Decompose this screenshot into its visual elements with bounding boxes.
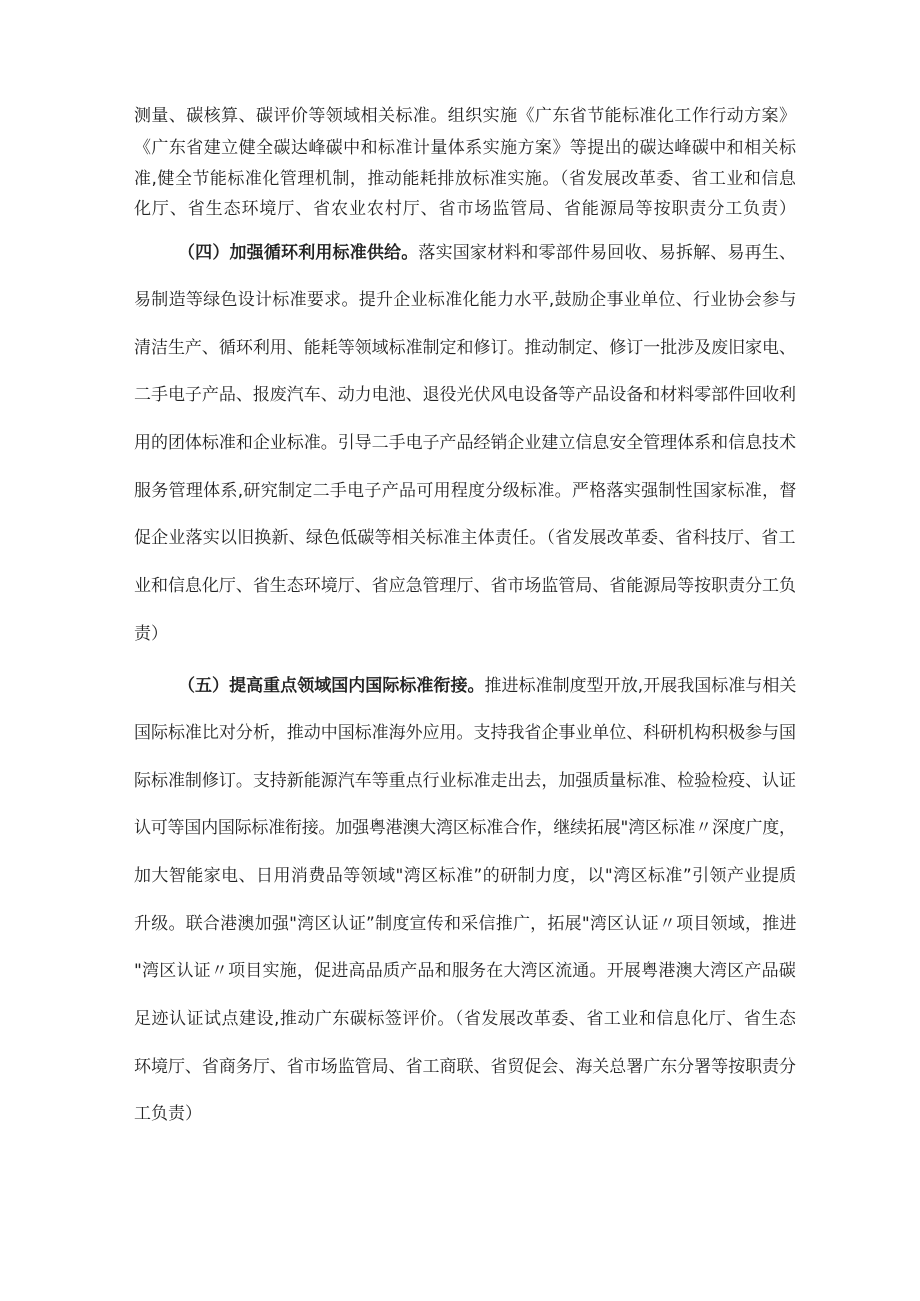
text-line: 加大智能家电、日用消费品等领域"湾区标准”的研制力度，以"湾区标准”引领产业提质 xyxy=(134,866,797,886)
text-line: 测量、碳核算、碳评价等领域相关标准。组织实施《广东省节能标准化工作行动方案》 xyxy=(134,106,797,126)
text-line: 责） xyxy=(134,624,168,644)
section-5-heading: （五）提高重点领域国内国际标准衔接。 xyxy=(178,676,485,696)
section-4-first-line-text: 落实国家材料和零部件易回收、易拆解、易再生、 xyxy=(418,243,797,263)
text-line: 服务管理体系,研究制定二手电子产品可用程度分级标准。严格落实强制性国家标准，督 xyxy=(134,481,797,501)
text-line: 升级。联合港澳加强"湾区认证”制度宣传和采信推广，拓展"湾区认证〃项目领域，推进 xyxy=(134,914,797,934)
text-line: "湾区认证〃项目实施，促进高品质产品和服务在大湾区流通。开展粤港澳大湾区产品碳 xyxy=(134,961,797,981)
text-line: 《广东省建立健全碳达峰碳中和标准计量体系实施方案》等提出的碳达峰碳中和相关标 xyxy=(134,138,797,158)
section-4-heading: （四）加强循环利用标准供给。 xyxy=(178,243,419,263)
text-line: 二手电子产品、报废汽车、动力电池、退役光伏风电设备等产品设备和材料零部件回收利 xyxy=(134,385,796,405)
section-5-first-line xyxy=(178,675,796,697)
text-line: 环境厅、省商务厅、省市场监管局、省工商联、省贸促会、海关总署广东分署等按职责分 xyxy=(134,1057,796,1077)
text-line: 易制造等绿色设计标准要求。提升企业标准化能力水平,鼓励企事业单位、行业协会参与 xyxy=(134,290,797,310)
text-line: 业和信息化厅、省生态环境厅、省应急管理厅、省市场监管局、省能源局等按职责分工负 xyxy=(134,576,796,596)
text-line: 化厅、省生态环境厅、省农业农村厅、省市场监管局、省能源局等按职责分工负责） xyxy=(134,199,797,219)
section-4-first-line xyxy=(178,242,796,264)
text-line: 促企业落实以旧换新、绿色低碳等相关标准主体责任。（省发展改革委、省科技厅、省工 xyxy=(134,528,796,548)
text-line: 国际标准比对分析，推动中国标准海外应用。支持我省企事业单位、科研机构积极参与国 xyxy=(134,723,796,743)
text-line: 认可等国内国际标准衔接。加强粤港澳大湾区标准合作，继续拓展"湾区标准〃深度广度， xyxy=(134,818,796,838)
text-line: 工负责） xyxy=(134,1104,202,1124)
text-line: 用的团体标准和企业标准。引导二手电子产品经销企业建立信息安全管理体系和信息技术 xyxy=(134,433,796,453)
text-line: 准,健全节能标准化管理机制，推动能耗排放标准实施。（省发展改革委、省工业和信息 xyxy=(134,169,797,189)
section-5-first-line-text: 推进标准制度型开放,开展我国标准与相关 xyxy=(484,676,797,696)
text-line: 足迹认证试点建设,推动广东碳标签评价。（省发展改革委、省工业和信息化厅、省生态 xyxy=(134,1009,797,1029)
text-line: 际标准制修订。支持新能源汽车等重点行业标准走出去，加强质量标准、检验检疫、认证 xyxy=(134,771,796,791)
text-line: 清洁生产、循环利用、能耗等领域标准制定和修订。推动制定、修订一批涉及废旧家电、 xyxy=(134,338,796,358)
